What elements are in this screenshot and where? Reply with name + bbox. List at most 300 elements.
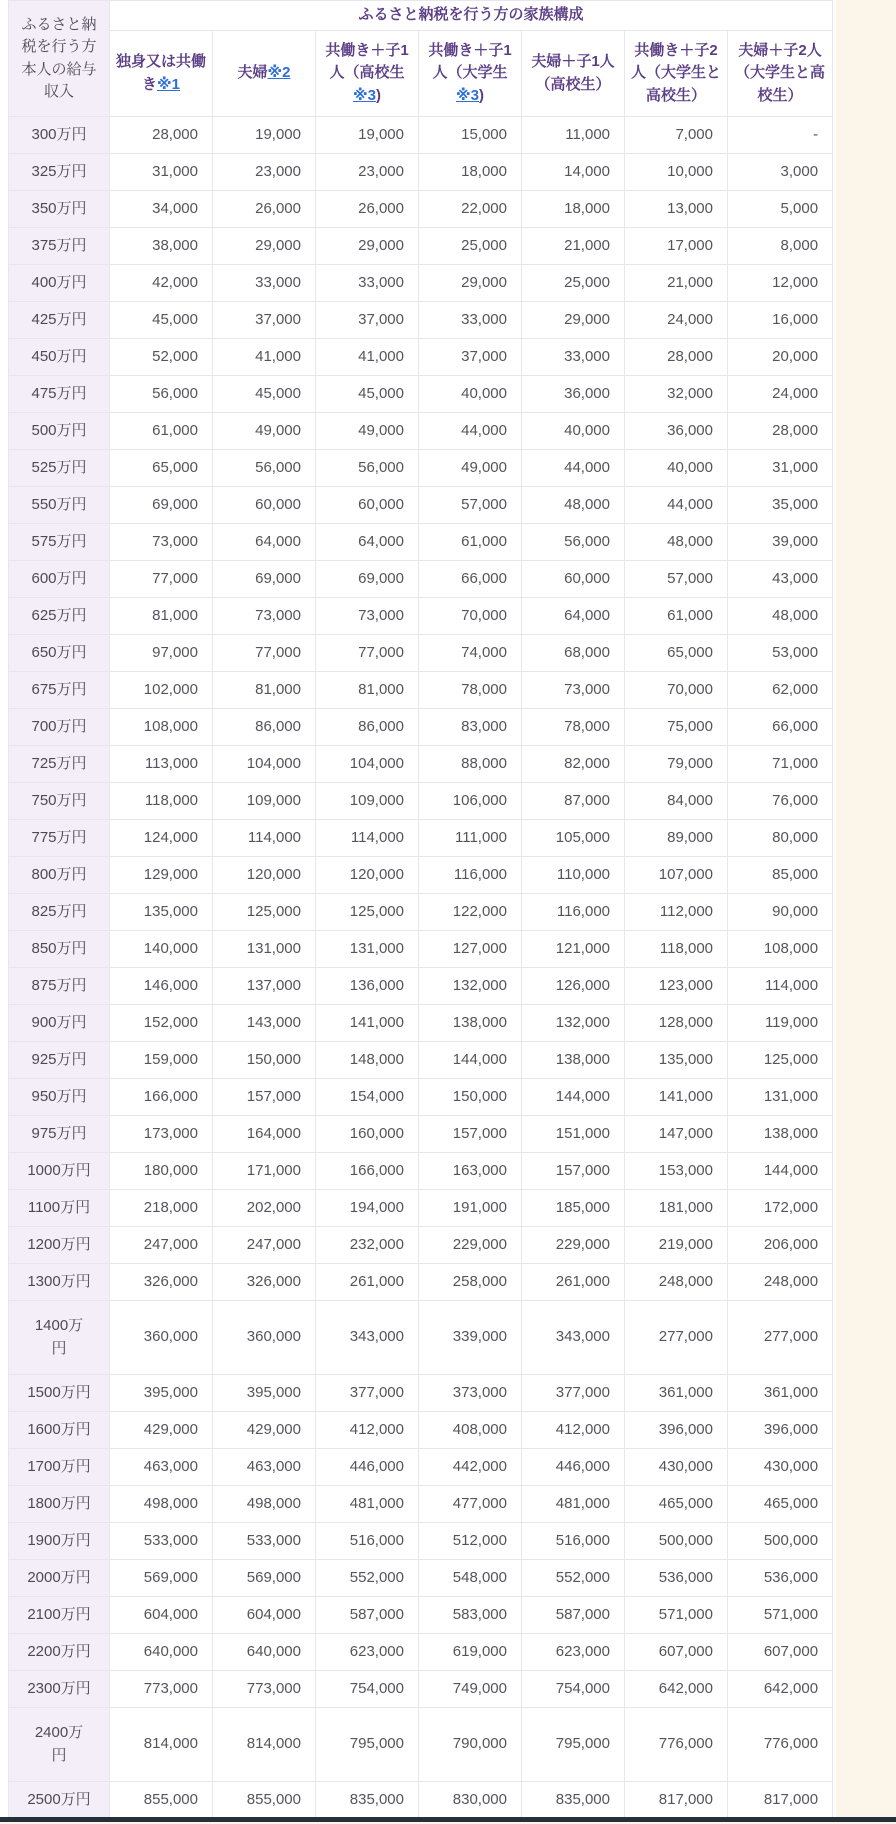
limit-value: 377,000 [522,1375,625,1412]
limit-value: 56,000 [316,450,419,487]
table-row [9,672,833,709]
limit-value: 25,000 [522,265,625,302]
limit-value: 552,000 [522,1560,625,1597]
limit-value: 516,000 [316,1523,419,1560]
limit-value: 70,000 [419,598,522,635]
limit-value: 835,000 [316,1782,419,1819]
limit-value: 396,000 [728,1412,833,1449]
table-row [9,1597,833,1634]
limit-value: 642,000 [728,1671,833,1708]
limit-value: 163,000 [419,1153,522,1190]
income-label: 2100万円 [9,1597,110,1634]
table-row [9,820,833,857]
limit-value: 157,000 [522,1153,625,1190]
income-label: 950万円 [9,1079,110,1116]
limit-value: 49,000 [419,450,522,487]
limit-value: 232,000 [316,1227,419,1264]
limit-value: 790,000 [419,1708,522,1782]
note-link[interactable]: ※1 [157,75,180,93]
limit-value: 166,000 [316,1153,419,1190]
table-row [9,228,833,265]
limit-value: 229,000 [419,1227,522,1264]
limit-value: 640,000 [110,1634,213,1671]
limit-value: 463,000 [110,1449,213,1486]
column-header-5: 夫婦＋子1人（高校生） [522,31,625,117]
limit-value: 640,000 [213,1634,316,1671]
limit-value: 153,000 [625,1153,728,1190]
limit-value: 66,000 [419,561,522,598]
limit-value: 247,000 [213,1227,316,1264]
limit-value: 75,000 [625,709,728,746]
limit-value: 28,000 [625,339,728,376]
limit-value: 52,000 [110,339,213,376]
limit-value: 125,000 [213,894,316,931]
limit-value: 135,000 [625,1042,728,1079]
income-label: 1600万円 [9,1412,110,1449]
limit-value: 66,000 [728,709,833,746]
limit-value: 86,000 [213,709,316,746]
limit-value: 132,000 [522,1005,625,1042]
limit-value: 754,000 [316,1671,419,1708]
limit-value: 40,000 [419,376,522,413]
limit-value: 73,000 [522,672,625,709]
limit-value: 360,000 [213,1301,316,1375]
table-row [9,1042,833,1079]
limit-value: 446,000 [522,1449,625,1486]
limit-value: 23,000 [316,154,419,191]
limit-value: 7,000 [625,117,728,154]
limit-value: 326,000 [213,1264,316,1301]
limit-value: 261,000 [522,1264,625,1301]
table-row [9,1634,833,1671]
limit-value: 202,000 [213,1190,316,1227]
limit-value: 8,000 [728,228,833,265]
limit-value: 138,000 [522,1042,625,1079]
limit-value: 181,000 [625,1190,728,1227]
limit-value: 144,000 [728,1153,833,1190]
limit-value: 587,000 [316,1597,419,1634]
table-row [9,1079,833,1116]
column-header-7: 夫婦＋子2人（大学生と高校生） [728,31,833,117]
limit-value: - [728,117,833,154]
limit-value: 18,000 [522,191,625,228]
limit-value: 79,000 [625,746,728,783]
income-label: 400万円 [9,265,110,302]
limit-value: 65,000 [110,450,213,487]
limit-value: 60,000 [213,487,316,524]
limit-value: 10,000 [625,154,728,191]
limit-value: 119,000 [728,1005,833,1042]
limit-value: 619,000 [419,1634,522,1671]
limit-value: 776,000 [625,1708,728,1782]
table-row [9,1116,833,1153]
limit-value: 248,000 [728,1264,833,1301]
column-header-row [9,31,833,117]
income-label: 2000万円 [9,1560,110,1597]
note-link[interactable]: ※3 [456,86,479,104]
limit-value: 131,000 [213,931,316,968]
limit-value: 141,000 [316,1005,419,1042]
limit-value: 481,000 [522,1486,625,1523]
limit-value: 81,000 [213,672,316,709]
note-link[interactable]: ※3 [353,86,376,104]
table-row [9,117,833,154]
limit-value: 120,000 [213,857,316,894]
limit-value: 5,000 [728,191,833,228]
limit-value: 22,000 [419,191,522,228]
limit-value: 20,000 [728,339,833,376]
limit-value: 128,000 [625,1005,728,1042]
limit-value: 343,000 [522,1301,625,1375]
limit-value: 26,000 [213,191,316,228]
limit-value: 604,000 [213,1597,316,1634]
limit-value: 126,000 [522,968,625,1005]
limit-value: 587,000 [522,1597,625,1634]
limit-value: 48,000 [625,524,728,561]
limit-value: 104,000 [213,746,316,783]
table-row [9,746,833,783]
limit-value: 219,000 [625,1227,728,1264]
limit-value: 749,000 [419,1671,522,1708]
income-label: 750万円 [9,783,110,820]
limit-value: 24,000 [625,302,728,339]
limit-value: 61,000 [110,413,213,450]
limit-value: 56,000 [213,450,316,487]
limit-value: 109,000 [213,783,316,820]
limit-value: 129,000 [110,857,213,894]
limit-value: 81,000 [110,598,213,635]
column-header-6: 共働き＋子2人（大学生と高校生） [625,31,728,117]
limit-value: 835,000 [522,1782,625,1819]
limit-value: 61,000 [419,524,522,561]
table-row [9,450,833,487]
limit-value: 173,000 [110,1116,213,1153]
table-row [9,154,833,191]
income-label: 550万円 [9,487,110,524]
limit-value: 97,000 [110,635,213,672]
limit-value: 481,000 [316,1486,419,1523]
limit-value: 157,000 [213,1079,316,1116]
limit-value: 13,000 [625,191,728,228]
column-header-3: 共働き＋子1人（高校生※3) [316,31,419,117]
limit-value: 516,000 [522,1523,625,1560]
limit-value: 28,000 [110,117,213,154]
limit-value: 80,000 [728,820,833,857]
note-link[interactable]: ※2 [267,64,291,82]
limit-value: 71,000 [728,746,833,783]
limit-value: 78,000 [419,672,522,709]
limit-value: 49,000 [316,413,419,450]
limit-value: 15,000 [419,117,522,154]
column-header-1: 独身又は共働き※1 [110,31,213,117]
limit-value: 109,000 [316,783,419,820]
limit-value: 498,000 [213,1486,316,1523]
limit-value: 116,000 [419,857,522,894]
table-row [9,265,833,302]
income-label: 2400万 円 [9,1708,110,1782]
limit-value: 36,000 [522,376,625,413]
limit-value: 817,000 [625,1782,728,1819]
limit-value: 150,000 [419,1079,522,1116]
limit-value: 73,000 [213,598,316,635]
limit-value: 623,000 [316,1634,419,1671]
limit-value: 36,000 [625,413,728,450]
limit-value: 45,000 [110,302,213,339]
limit-value: 64,000 [213,524,316,561]
limit-value: 74,000 [419,635,522,672]
limit-value: 180,000 [110,1153,213,1190]
table-row [9,1190,833,1227]
income-label: 300万円 [9,117,110,154]
limit-value: 141,000 [625,1079,728,1116]
limit-value: 81,000 [316,672,419,709]
limit-value: 85,000 [728,857,833,894]
income-label: 2300万円 [9,1671,110,1708]
limit-value: 429,000 [213,1412,316,1449]
limit-value: 136,000 [316,968,419,1005]
limit-value: 42,000 [110,265,213,302]
income-label: 1800万円 [9,1486,110,1523]
limit-value: 124,000 [110,820,213,857]
table-row [9,1523,833,1560]
limit-value: 536,000 [625,1560,728,1597]
limit-value: 583,000 [419,1597,522,1634]
table-row [9,783,833,820]
limit-value: 500,000 [728,1523,833,1560]
table-row [9,1449,833,1486]
limit-value: 814,000 [213,1708,316,1782]
limit-value: 326,000 [110,1264,213,1301]
limit-value: 29,000 [522,302,625,339]
table-row [9,413,833,450]
limit-value: 108,000 [728,931,833,968]
limit-value: 40,000 [522,413,625,450]
income-label: 1500万円 [9,1375,110,1412]
income-label: 425万円 [9,302,110,339]
limit-value: 104,000 [316,746,419,783]
limit-value: 150,000 [213,1042,316,1079]
limit-value: 77,000 [110,561,213,598]
income-label: 900万円 [9,1005,110,1042]
limit-value: 39,000 [728,524,833,561]
limit-value: 11,000 [522,117,625,154]
limit-value: 114,000 [316,820,419,857]
limit-value: 548,000 [419,1560,522,1597]
limit-value: 53,000 [728,635,833,672]
table-row [9,339,833,376]
table-row [9,1375,833,1412]
income-label: 1000万円 [9,1153,110,1190]
limit-value: 69,000 [213,561,316,598]
limit-value: 33,000 [522,339,625,376]
limit-value: 830,000 [419,1782,522,1819]
table-row [9,1671,833,1708]
limit-value: 23,000 [213,154,316,191]
limit-value: 111,000 [419,820,522,857]
limit-value: 144,000 [522,1079,625,1116]
limit-value: 172,000 [728,1190,833,1227]
limit-value: 49,000 [213,413,316,450]
limit-value: 533,000 [213,1523,316,1560]
limit-value: 106,000 [419,783,522,820]
limit-value: 43,000 [728,561,833,598]
income-label: 850万円 [9,931,110,968]
limit-value: 90,000 [728,894,833,931]
limit-value: 185,000 [522,1190,625,1227]
income-label: 1200万円 [9,1227,110,1264]
limit-value: 144,000 [419,1042,522,1079]
limit-value: 25,000 [419,228,522,265]
limit-value: 607,000 [728,1634,833,1671]
table-row [9,524,833,561]
income-label: 600万円 [9,561,110,598]
table-row [9,894,833,931]
limit-value: 121,000 [522,931,625,968]
income-label: 2200万円 [9,1634,110,1671]
limit-value: 164,000 [213,1116,316,1153]
income-label: 2500万円 [9,1782,110,1819]
limit-value: 118,000 [625,931,728,968]
table-row [9,1560,833,1597]
limit-value: 48,000 [728,598,833,635]
limit-value: 18,000 [419,154,522,191]
limit-value: 77,000 [316,635,419,672]
limit-value: 140,000 [110,931,213,968]
limit-value: 21,000 [625,265,728,302]
limit-value: 277,000 [625,1301,728,1375]
limit-value: 62,000 [728,672,833,709]
limit-value: 125,000 [316,894,419,931]
limit-value: 512,000 [419,1523,522,1560]
limit-value: 107,000 [625,857,728,894]
limit-value: 498,000 [110,1486,213,1523]
table-row [9,487,833,524]
limit-value: 29,000 [213,228,316,265]
limit-value: 396,000 [625,1412,728,1449]
limit-value: 463,000 [213,1449,316,1486]
income-label: 625万円 [9,598,110,635]
limit-value: 31,000 [110,154,213,191]
income-label: 925万円 [9,1042,110,1079]
limit-value: 776,000 [728,1708,833,1782]
table-row [9,1486,833,1523]
limit-value: 465,000 [625,1486,728,1523]
income-label: 975万円 [9,1116,110,1153]
limit-value: 3,000 [728,154,833,191]
income-label: 700万円 [9,709,110,746]
limit-value: 138,000 [728,1116,833,1153]
limit-value: 855,000 [110,1782,213,1819]
limit-value: 477,000 [419,1486,522,1523]
limit-value: 607,000 [625,1634,728,1671]
corner-header: ふるさと納税を行う方本人の給与収入 [9,1,110,117]
limit-value: 21,000 [522,228,625,265]
limit-value: 83,000 [419,709,522,746]
limit-value: 143,000 [213,1005,316,1042]
income-label: 675万円 [9,672,110,709]
limit-value: 430,000 [625,1449,728,1486]
limit-value: 795,000 [316,1708,419,1782]
limit-value: 35,000 [728,487,833,524]
table-row [9,968,833,1005]
limit-value: 855,000 [213,1782,316,1819]
limit-value: 57,000 [419,487,522,524]
limit-value: 33,000 [316,265,419,302]
limit-value: 12,000 [728,265,833,302]
limit-value: 137,000 [213,968,316,1005]
limit-value: 258,000 [419,1264,522,1301]
limit-value: 146,000 [110,968,213,1005]
limit-value: 33,000 [213,265,316,302]
limit-value: 32,000 [625,376,728,413]
limit-value: 151,000 [522,1116,625,1153]
limit-value: 82,000 [522,746,625,783]
limit-value: 122,000 [419,894,522,931]
limit-value: 29,000 [419,265,522,302]
limit-value: 118,000 [110,783,213,820]
limit-value: 623,000 [522,1634,625,1671]
bottom-divider-bar [0,1817,896,1822]
limit-value: 148,000 [316,1042,419,1079]
limit-value: 24,000 [728,376,833,413]
limit-value: 45,000 [213,376,316,413]
limit-value: 17,000 [625,228,728,265]
limit-value: 114,000 [213,820,316,857]
limit-value: 552,000 [316,1560,419,1597]
income-label: 650万円 [9,635,110,672]
limit-value: 116,000 [522,894,625,931]
limit-value: 108,000 [110,709,213,746]
table-row [9,561,833,598]
limit-value: 373,000 [419,1375,522,1412]
limit-value: 536,000 [728,1560,833,1597]
limit-value: 412,000 [316,1412,419,1449]
table-row [9,635,833,672]
limit-value: 77,000 [213,635,316,672]
limit-value: 154,000 [316,1079,419,1116]
furusato-limit-table [8,0,833,1819]
limit-value: 125,000 [728,1042,833,1079]
limit-value: 112,000 [625,894,728,931]
income-label: 1900万円 [9,1523,110,1560]
limit-value: 78,000 [522,709,625,746]
table-row [9,857,833,894]
limit-value: 69,000 [110,487,213,524]
table-body [9,117,833,1819]
limit-value: 395,000 [213,1375,316,1412]
limit-value: 45,000 [316,376,419,413]
table-row [9,1005,833,1042]
limit-value: 571,000 [728,1597,833,1634]
income-label: 350万円 [9,191,110,228]
limit-value: 65,000 [625,635,728,672]
limit-value: 795,000 [522,1708,625,1782]
limit-value: 48,000 [522,487,625,524]
limit-value: 131,000 [728,1079,833,1116]
limit-value: 533,000 [110,1523,213,1560]
limit-value: 88,000 [419,746,522,783]
table-row [9,709,833,746]
limit-value: 60,000 [316,487,419,524]
limit-value: 261,000 [316,1264,419,1301]
limit-value: 123,000 [625,968,728,1005]
limit-value: 773,000 [213,1671,316,1708]
income-label: 525万円 [9,450,110,487]
limit-value: 147,000 [625,1116,728,1153]
table-row [9,1708,833,1782]
limit-value: 64,000 [522,598,625,635]
limit-value: 37,000 [213,302,316,339]
